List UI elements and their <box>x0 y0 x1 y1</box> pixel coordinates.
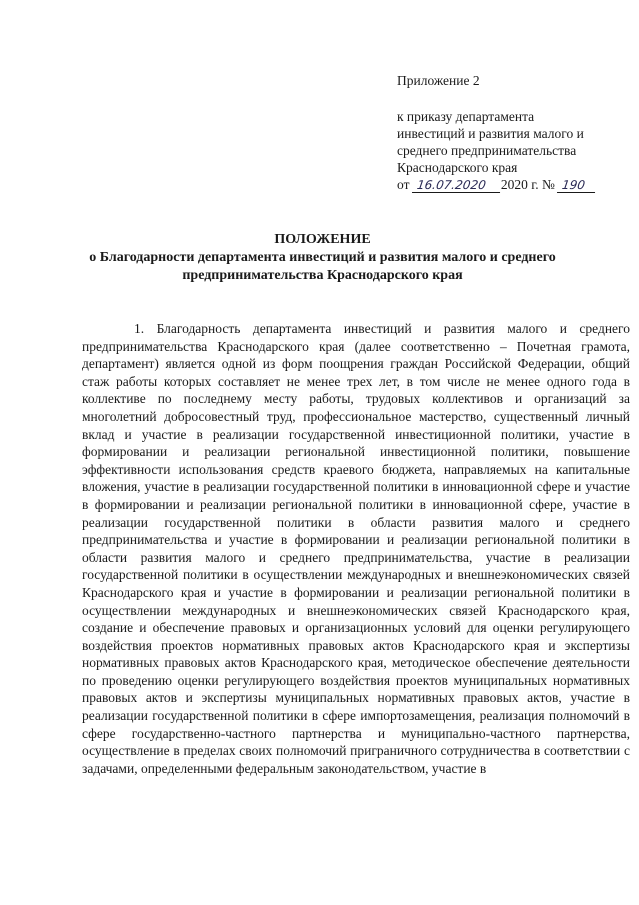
paragraph-1: 1. Благодарность департамента инвестиций и развития малого и среднего предпринимательства Краснодарского края (далее соответственно – Почетная грамота, департамент) является одной из форм поощрения граждан Российской Федерации, общий стаж работы которых составляет не менее трех лет, в том числе не менее одного года в коллективе по последнему месту работы, трудовых коллективов и организаций за многолетний добросовестный труд, профессиональное мастерство, существенный личный вклад и участие в реализации государственной инвестиционной политики, участие в формировании и реализации региональной инвестиционной политики, повышение эффективности использования средств краевого бюджета, направляемых на капитальные вложения, участие в реализации государственной политики в инновационной сфере и участие в формировании и реализации региональной политики в инновационной сфере, участие в реализации государственной политики в области развития малого и среднего предпринимательства и участие в формировании и реализации региональной политики в области развития малого и среднего предпринимательства, участие в реализации государственной политики в осуществлении международных и внешнеэкономических связей Краснодарского края и участие в формировании и реализации региональной политики в осуществлении международных и внешнеэкономических связей Краснодарского края, создание и обеспечение правовых и организационных условий для оценки регулирующего воздействия проектов нормативных правовых актов Краснодарского края и экспертизы нормативных правовых актов Краснодарского края, методическое обеспечение деятельности по проведению оценки регулирующего воздействия проектов муниципальных нормативных правовых актов и экспертизы муниципальных нормативных правовых актов, участие в реализации государственной политики в сфере импортозамещения, реализация полномочий в сфере государственно-частного партнерства и муниципально-частного партнерства, осуществление в пределах своих полномочий приграничного сотрудничества в соответствии с задачами, определенными федеральным законодательством, участие в <box>82 321 630 776</box>
annex-title: Приложение 2 <box>397 73 480 88</box>
document-title: ПОЛОЖЕНИЕ <box>274 232 371 247</box>
document-subtitle: о Благодарности департамента инвестиций и развития малого и среднего предпринимательства Краснодарского края <box>89 250 556 283</box>
handwritten-date: 16.07.2020 <box>412 178 502 193</box>
handwritten-order-number: 190 <box>557 178 597 193</box>
annex-line: Краснодарского края <box>397 160 518 175</box>
annex-line: инвестиций и развития малого и <box>397 126 584 141</box>
year-suffix: 2020 г. № <box>500 177 555 192</box>
order-date-row <box>397 176 627 193</box>
date-prefix: от <box>397 177 410 192</box>
annex-block <box>397 72 627 193</box>
document-heading <box>60 231 585 285</box>
annex-line: среднего предпринимательства <box>397 143 577 158</box>
annex-line: к приказу департамента <box>397 109 535 124</box>
